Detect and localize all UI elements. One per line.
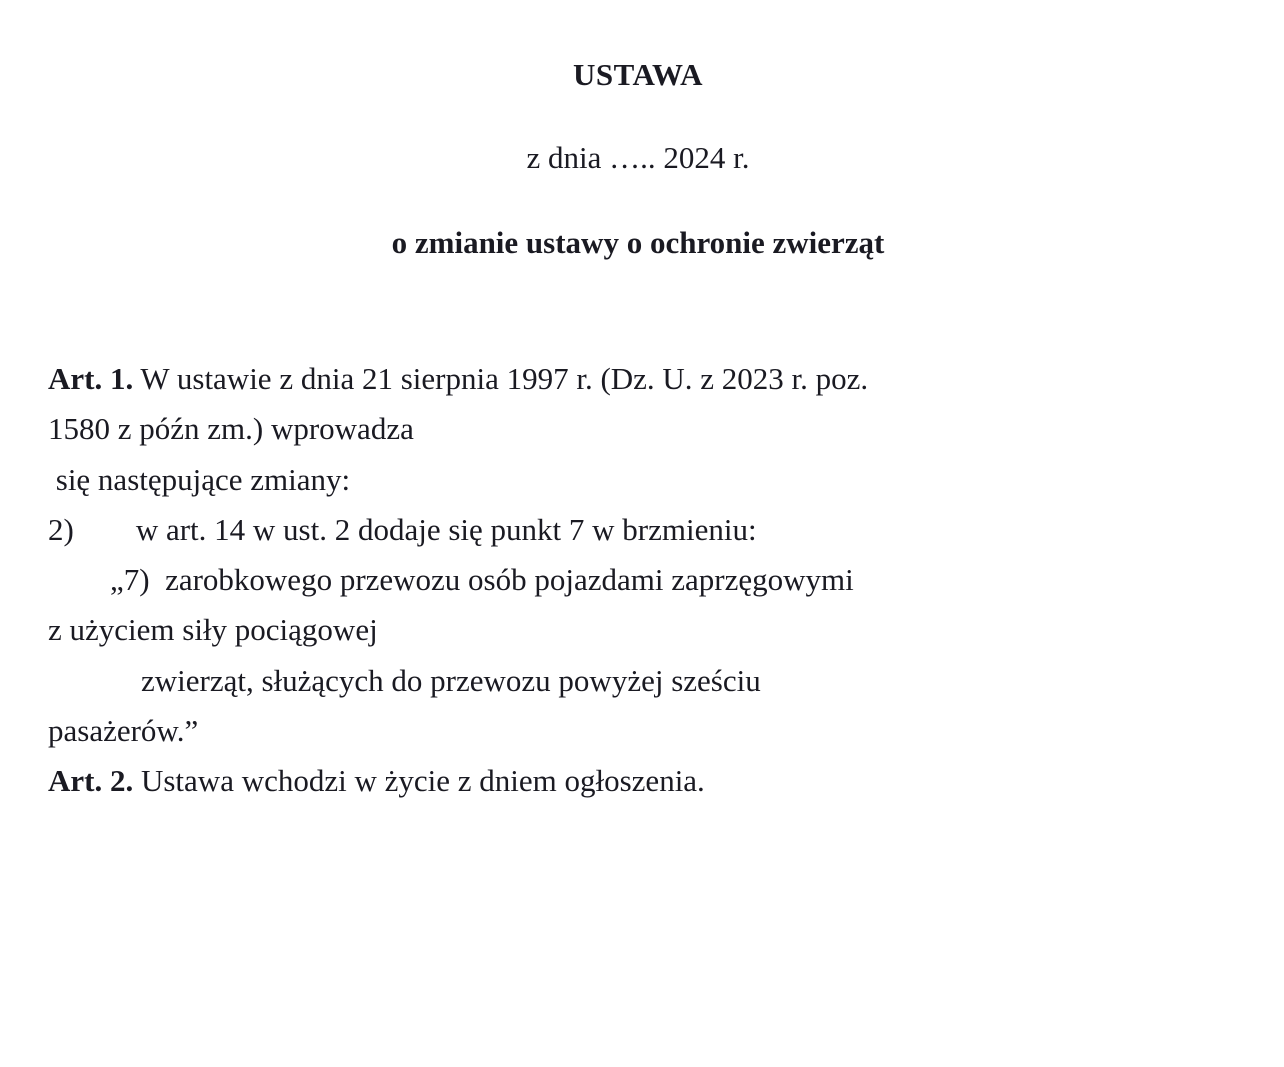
- article-1-text-line-3: się następujące zmiany:: [48, 461, 351, 497]
- quoted-provision-line-4: pasażerów.”: [48, 712, 199, 748]
- document-date-line: z dnia ….. 2024 r.: [526, 139, 750, 175]
- article-1-text-line-2: 1580 z późn zm.) wprowadza: [48, 411, 414, 447]
- document-heading: [48, 56, 1228, 262]
- article-2-paragraph: [48, 756, 1228, 806]
- document-subtitle: o zmianie ustawy o ochronie zwierząt: [391, 224, 885, 260]
- point-2-text: w art. 14 w ust. 2 dodaje się punkt 7 w brzmieniu:: [73, 511, 757, 547]
- document-body: [48, 354, 1228, 806]
- article-2-text: Ustawa wchodzi w życie z dniem ogłoszenia.: [133, 763, 705, 798]
- list-item-point-2: [48, 505, 1228, 555]
- quoted-provision-line-2: z użyciem siły pociągowej: [48, 612, 378, 648]
- article-1-label: Art. 1.: [48, 361, 134, 397]
- point-2-number: 2): [48, 511, 74, 547]
- article-1-paragraph: [48, 354, 1228, 404]
- article-1-text-line-1: W ustawie z dnia 21 sierpnia 1997 r. (Dz. U. z 2023 r. poz.: [133, 361, 869, 397]
- page-title: USTAWA: [573, 57, 703, 92]
- quoted-provision-line-3: zwierząt, służących do przewozu powyżej sześciu: [48, 662, 761, 698]
- quoted-provision-line-1: „7) zarobkowego przewozu osób pojazdami zaprzęgowymi: [48, 562, 854, 598]
- article-2-label: Art. 2.: [48, 763, 134, 798]
